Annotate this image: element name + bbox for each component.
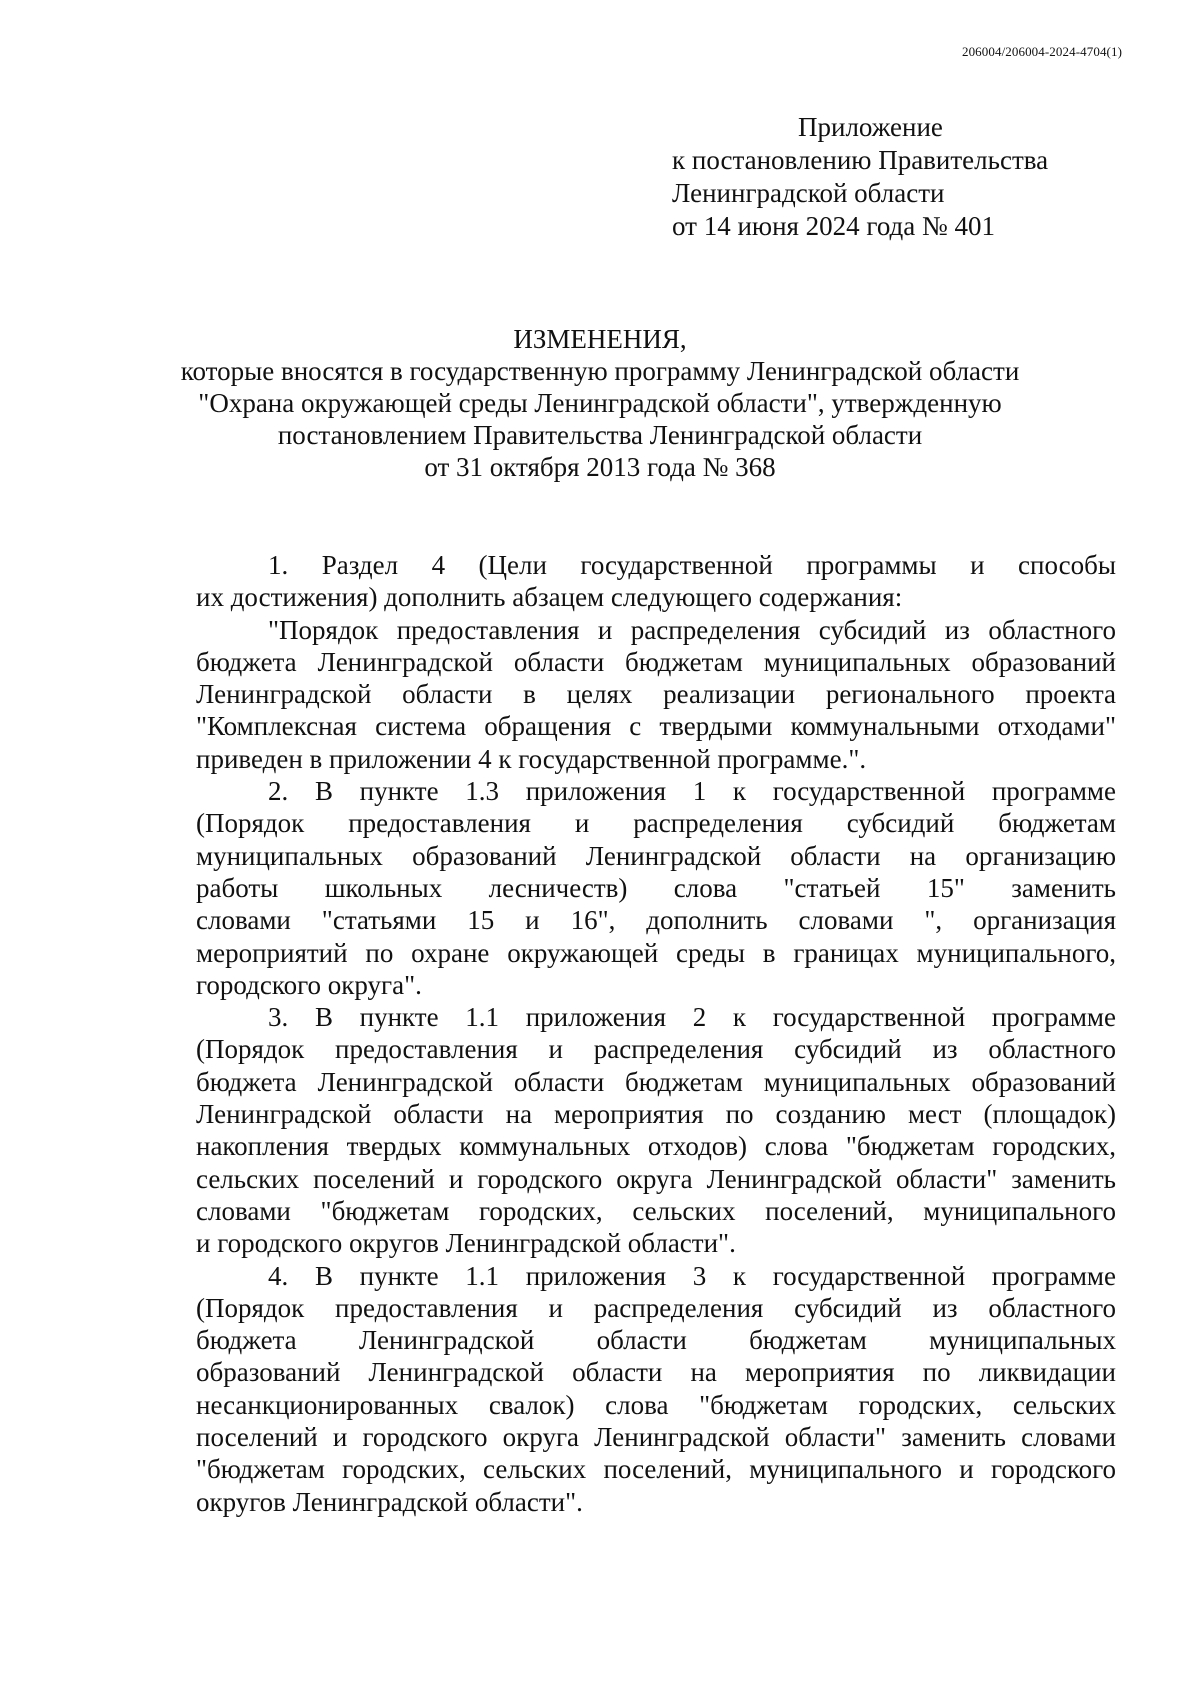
document-registration-number: 206004/206004-2024-4704(1) — [961, 44, 1122, 59]
paragraph-line: "бюджетам городских, сельских поселений, муниципального и городского — [196, 1454, 1116, 1485]
paragraph-quote — [196, 614, 1116, 775]
appendix-line: от 14 июня 2024 года № 401 — [672, 211, 996, 241]
paragraph-line: бюджета Ленинградской области бюджетам муниципальных — [196, 1325, 1116, 1356]
paragraph-line: 4. В пункте 1.1 приложения 3 к государственной программе — [268, 1260, 1116, 1291]
paragraph-line: 1. Раздел 4 (Цели государственной программы и способы — [268, 550, 1116, 580]
paragraph-line: приведен в приложении 4 к государственной программе.". — [196, 743, 867, 774]
paragraph-4 — [196, 1260, 1116, 1518]
paragraph-line: бюджета Ленинградской области бюджетам муниципальных образований — [196, 1066, 1116, 1097]
appendix-block — [672, 111, 1048, 243]
paragraph-line: 2. В пункте 1.3 приложения 1 к государственной программе — [268, 776, 1116, 807]
paragraph-line: образований Ленинградской области на мероприятия по ликвидации — [196, 1357, 1116, 1388]
paragraph-line: 3. В пункте 1.1 приложения 2 к государственной программе — [268, 1002, 1116, 1033]
paragraph-line: муниципальных образований Ленинградской области на организацию — [196, 840, 1116, 871]
paragraph-line: словами "статьями 15 и 16", дополнить словами ", организация — [196, 905, 1116, 936]
paragraph-line: Ленинградской области на мероприятия по созданию мест (площадок) — [196, 1099, 1116, 1130]
title-line: от 31 октября 2013 года № 368 — [424, 452, 776, 482]
paragraph-line: Ленинградской области в целях реализации регионального проекта — [196, 679, 1116, 710]
appendix-line: к постановлению Правительства — [672, 145, 1049, 175]
title-line: которые вносятся в государственную программу Ленинградской области — [180, 356, 1020, 386]
paragraph-3 — [196, 1001, 1116, 1259]
paragraph-line: поселений и городского округа Ленинградской области" заменить словами — [196, 1422, 1116, 1453]
paragraph-line: несанкционированных свалок) слова "бюджетам городских, сельских — [196, 1389, 1116, 1420]
document-title — [0, 323, 1200, 483]
paragraph-line: округов Ленинградской области". — [196, 1486, 583, 1517]
paragraph-line: (Порядок предоставления и распределения субсидий из областного — [196, 1292, 1116, 1323]
title-heading: ИЗМЕНЕНИЯ, — [513, 324, 687, 354]
paragraph-line: мероприятий по охране окружающей среды в границах муниципального, — [196, 937, 1116, 968]
document-body — [196, 549, 1116, 1518]
paragraph-line: (Порядок предоставления и распределения субсидий из областного — [196, 1034, 1116, 1065]
paragraph-1 — [196, 549, 1116, 614]
paragraph-line: сельских поселений и городского округа Ленинградской области" заменить — [196, 1163, 1116, 1194]
appendix-line: Приложение — [798, 112, 943, 142]
title-line: "Охрана окружающей среды Ленинградской области", утвержденную — [198, 388, 1002, 418]
paragraph-line: словами "бюджетам городских, сельских поселений, муниципального — [196, 1195, 1116, 1226]
paragraph-line: бюджета Ленинградской области бюджетам муниципальных образований — [196, 646, 1116, 677]
paragraph-line: работы школьных лесничеств) слова "статьей 15" заменить — [196, 872, 1116, 903]
title-line: постановлением Правительства Ленинградской области — [277, 420, 923, 450]
appendix-line: Ленинградской области — [672, 178, 945, 208]
paragraph-line: "Порядок предоставления и распределения субсидий из областного — [268, 614, 1116, 645]
paragraph-2 — [196, 775, 1116, 1001]
paragraph-line: их достижения) дополнить абзацем следующего содержания: — [196, 582, 903, 613]
paragraph-line: (Порядок предоставления и распределения субсидий бюджетам — [196, 808, 1116, 839]
paragraph-line: "Комплексная система обращения с твердыми коммунальными отходами" — [196, 711, 1116, 742]
paragraph-line: накопления твердых коммунальных отходов) слова "бюджетам городских, — [196, 1131, 1116, 1162]
paragraph-line: и городского округов Ленинградской области". — [196, 1228, 736, 1259]
paragraph-line: городского округа". — [196, 969, 422, 1000]
